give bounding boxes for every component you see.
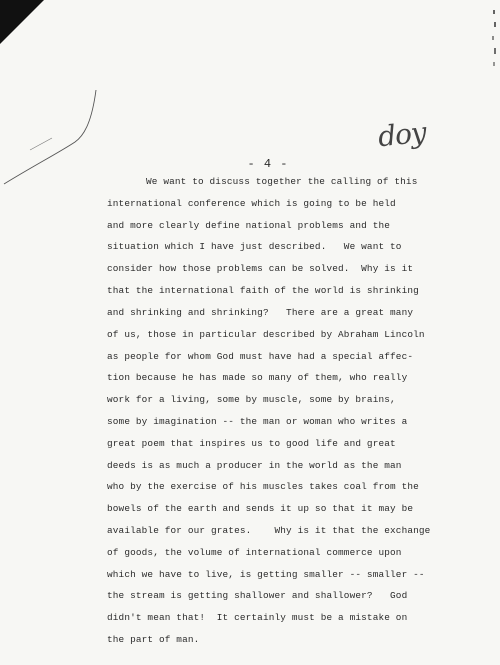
- text-line: available for our grates. Why is it that the exchange: [107, 525, 431, 536]
- text-line: of us, those in particular described by Abraham Lincoln: [107, 328, 425, 340]
- body-text: [107, 171, 447, 651]
- text-line: situation which I have just described. We want to: [107, 241, 402, 253]
- text-line: who by the exercise of his muscles takes coal from the: [107, 481, 419, 493]
- edge-specks: [488, 0, 498, 90]
- text-line: bowels of the earth and sends it up so that it may be: [107, 503, 414, 515]
- text-line: some by imagination -- the man or woman who writes a: [107, 415, 408, 427]
- text-line: consider how those problems can be solved. Why is it: [107, 263, 414, 275]
- text-line: that the international faith of the world is shrinking: [107, 285, 419, 297]
- text-line: international conference which is going to be held: [107, 197, 396, 209]
- text-line: of goods, the volume of international commerce upon: [107, 546, 402, 558]
- handwritten-number: doy: [376, 115, 428, 154]
- page-number: - 4 -: [247, 157, 289, 171]
- text-line: deeds is as much a producer in the world as the man: [107, 459, 402, 471]
- text-line: the stream is getting shallower and shallower? God: [107, 590, 408, 602]
- text-line: and shrinking and shrinking? There are a great many: [107, 306, 414, 318]
- text-line: and more clearly define national problems and the: [107, 219, 391, 231]
- text-line: the part of man.: [107, 634, 200, 646]
- text-line: We want to discuss together the calling of this: [146, 176, 418, 187]
- text-line: tion because he has made so many of them, who really: [107, 372, 408, 384]
- text-line: great poem that inspires us to good life and great: [107, 437, 396, 449]
- text-line: work for a living, some by muscle, some by brains,: [107, 394, 396, 406]
- text-line: which we have to live, is getting smaller -- smaller --: [107, 568, 425, 580]
- text-line: didn't mean that! It certainly must be a mistake on: [107, 612, 408, 624]
- text-line: as people for whom God must have had a special affec-: [107, 350, 414, 362]
